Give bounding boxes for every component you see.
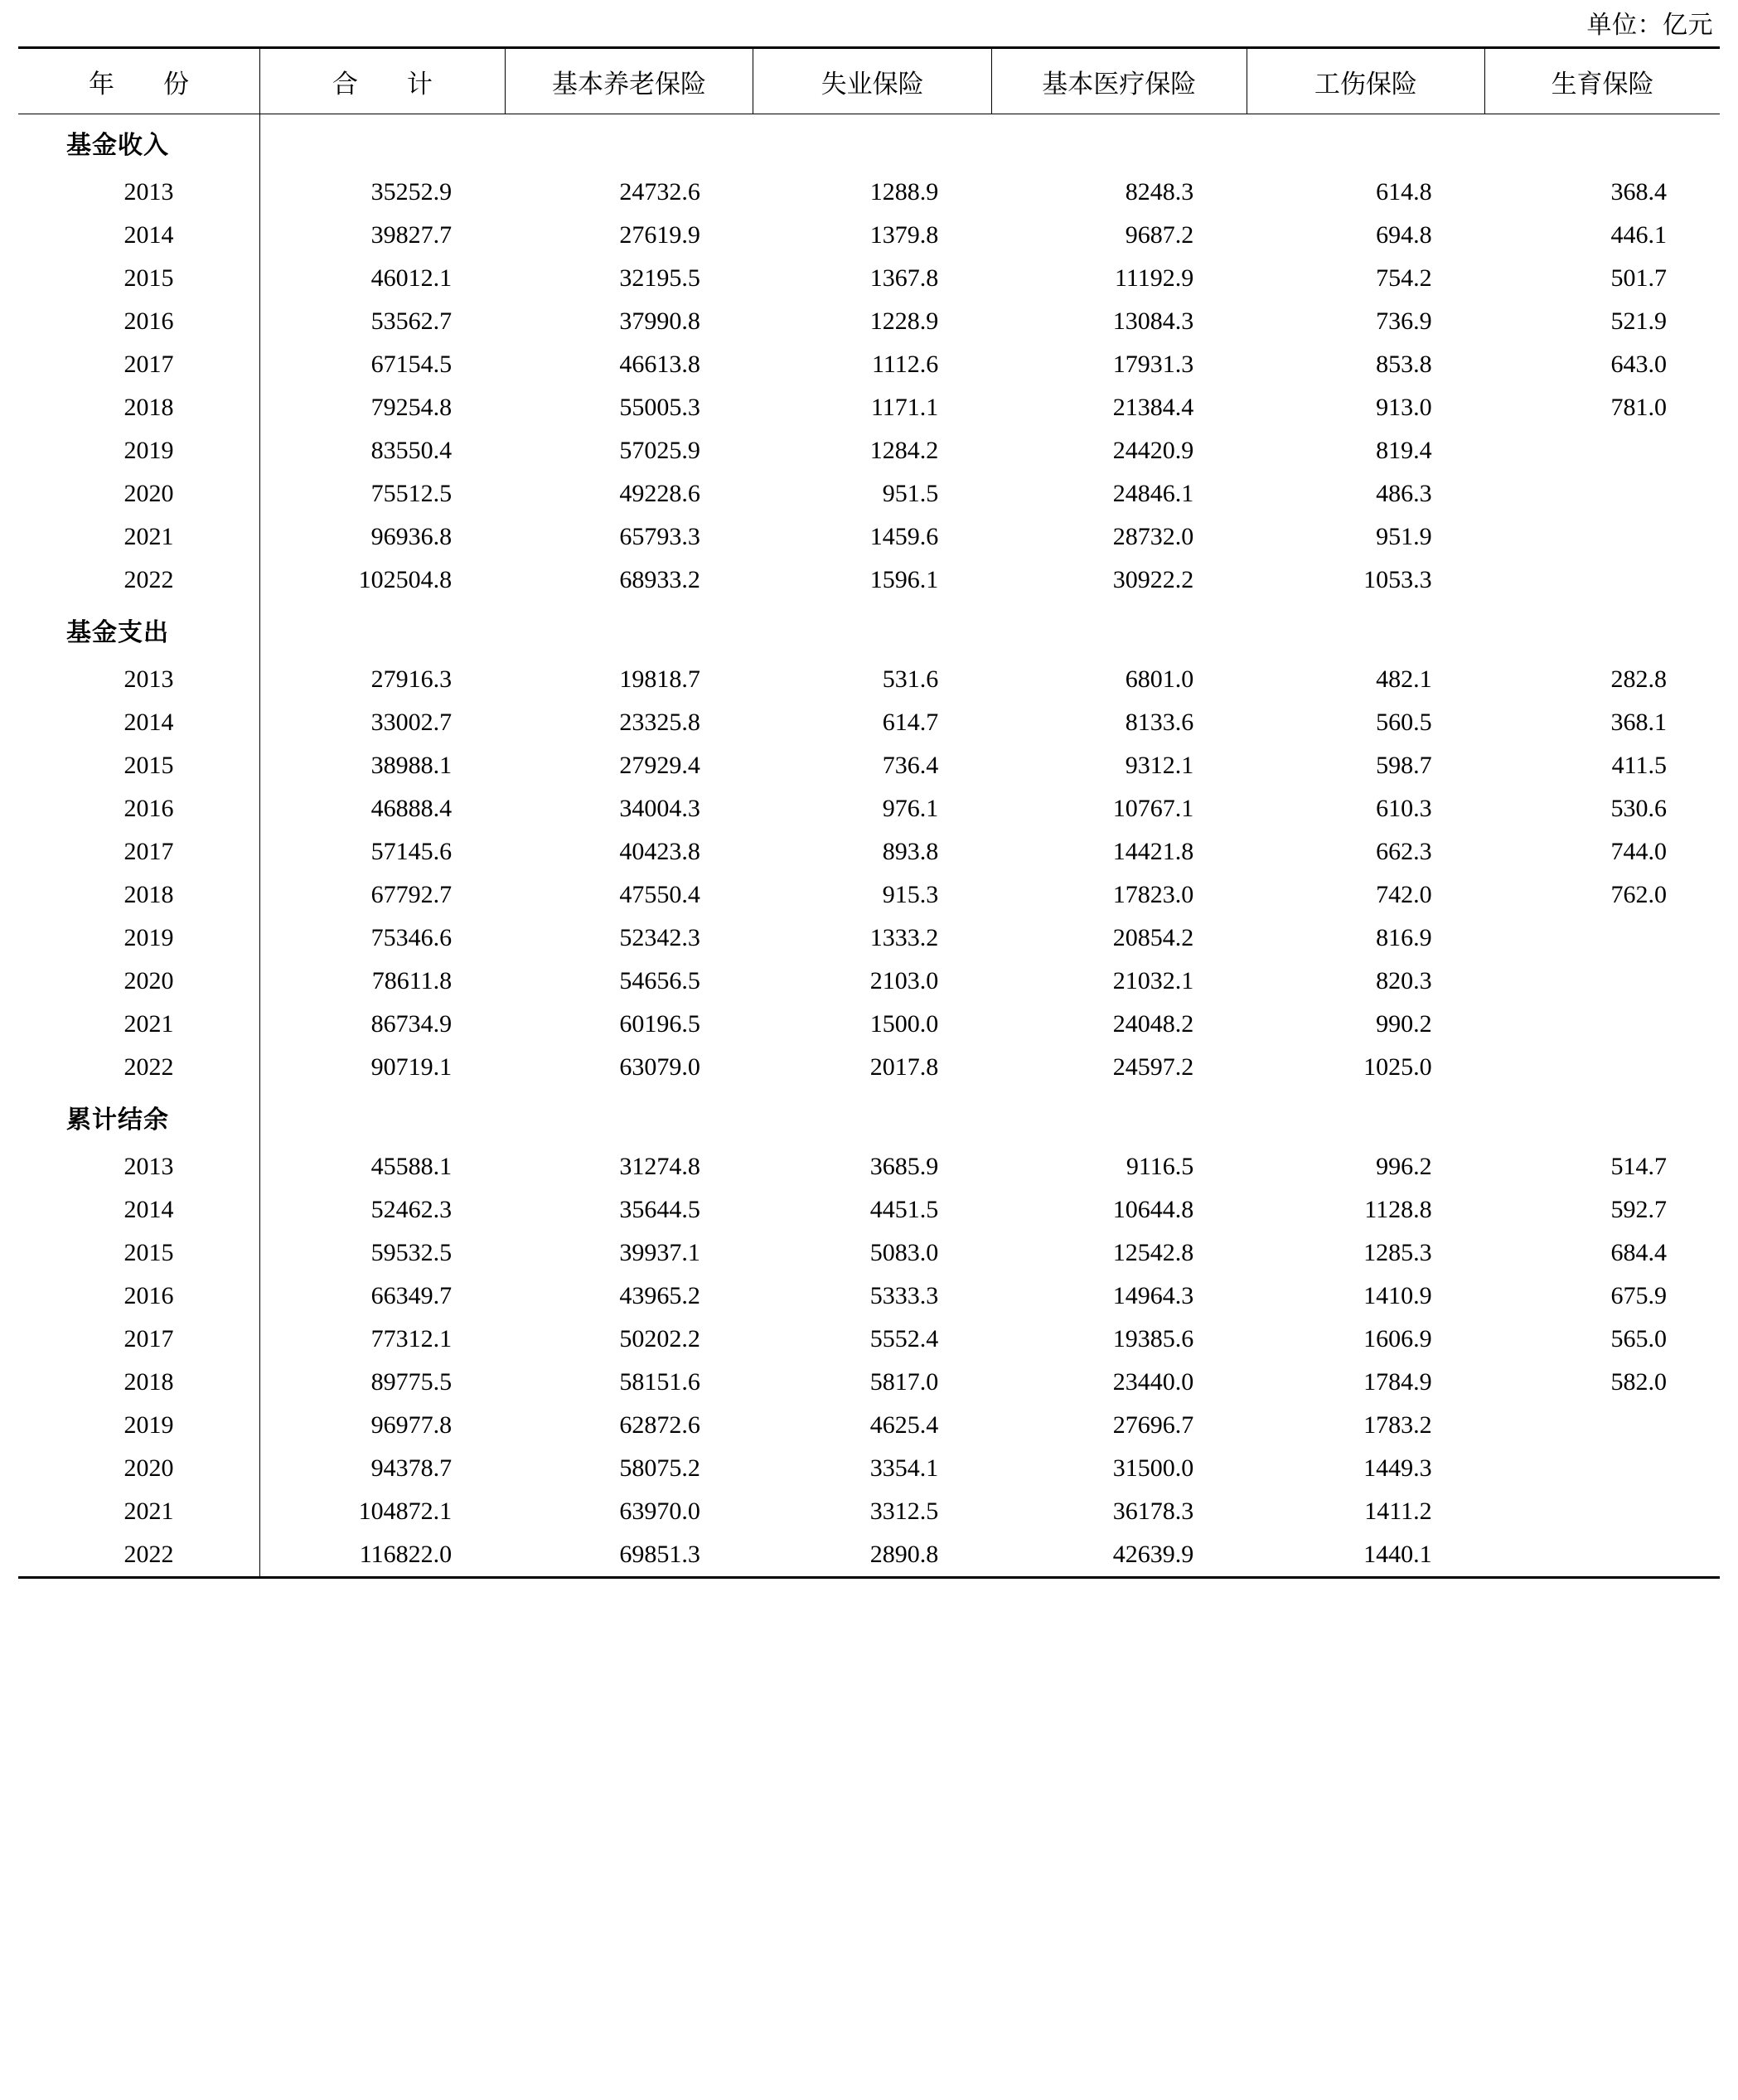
cell-value: 19818.7 [619,665,700,693]
section-empty-cell [991,114,1247,172]
cell-value: 63970.0 [619,1498,700,1525]
cell-year: 2020 [18,960,260,1003]
cell-value [1485,515,1720,559]
cell-value: 53562.7 [370,307,453,335]
section-empty-cell [505,114,753,172]
cell-value: 33002.7 [370,709,453,736]
cell-value: 1411.2 [1364,1498,1432,1525]
unit-note: 单位：亿元 [1586,12,1713,39]
cell-year: 2022 [18,1046,260,1089]
section-empty-cell [260,1089,506,1145]
cell-value: 5333.3 [869,1282,939,1309]
cell-value: 24597.2 [1112,1053,1194,1081]
cell-value: 54656.5 [619,967,700,994]
cell-value: 1333.2 [869,924,939,951]
cell-value [1485,917,1720,960]
section-label: 基金支出 [18,602,260,658]
cell-value: 67154.5 [370,351,453,378]
cell-year: 2021 [18,1003,260,1046]
cell-year: 2019 [18,1404,260,1447]
header-row [18,48,1720,114]
cell-value: 28732.0 [1112,523,1194,550]
cell-year: 2017 [18,1318,260,1361]
cell-value: 1440.1 [1363,1541,1432,1568]
cell-value: 684.4 [1610,1239,1667,1266]
section-header-row [18,602,1720,658]
cell-value: 40423.8 [619,838,700,865]
cell-value: 2103.0 [869,967,939,994]
cell-value: 13084.3 [1112,307,1194,335]
table-row [18,429,1720,472]
cell-value: 521.9 [1610,307,1667,335]
cell-value [1485,1404,1720,1447]
cell-value: 6801.0 [1125,665,1194,693]
cell-value: 819.4 [1376,437,1432,464]
cell-value: 24846.1 [1112,480,1194,507]
cell-value: 45588.1 [370,1153,453,1180]
cell-value: 14421.8 [1112,838,1194,865]
cell-value: 514.7 [1610,1153,1667,1180]
cell-value: 368.4 [1610,178,1667,206]
table-row [18,658,1720,701]
cell-value: 976.1 [882,795,939,822]
cell-value: 19385.6 [1112,1325,1194,1352]
cell-year: 2013 [18,658,260,701]
cell-value: 96977.8 [370,1411,453,1439]
cell-value: 59532.5 [370,1239,453,1266]
cell-value: 565.0 [1610,1325,1667,1352]
cell-value: 27929.4 [619,752,700,779]
cell-value: 5817.0 [869,1368,939,1396]
cell-value: 8248.3 [1125,178,1194,206]
cell-value: 1288.9 [869,178,939,206]
cell-value: 68933.2 [619,566,700,593]
table-row [18,1490,1720,1533]
section-empty-cell [1485,602,1720,658]
table-row [18,1046,1720,1089]
table-row [18,472,1720,515]
cell-value: 614.8 [1376,178,1432,206]
cell-value [1485,1447,1720,1490]
cell-value: 1285.3 [1363,1239,1432,1266]
cell-value: 1459.6 [869,523,939,550]
cell-value: 78611.8 [371,967,453,994]
cell-value: 1500.0 [869,1010,939,1038]
cell-value: 816.9 [1376,924,1432,951]
table-row [18,1145,1720,1188]
cell-value: 530.6 [1610,795,1667,822]
cell-year: 2021 [18,515,260,559]
cell-value: 560.5 [1376,709,1432,736]
section-empty-cell [505,1089,753,1145]
cell-value: 69851.3 [619,1541,700,1568]
cell-year: 2018 [18,1361,260,1404]
section-empty-cell [1247,602,1484,658]
section-empty-cell [260,114,506,172]
cell-year: 2015 [18,744,260,787]
table-row [18,1318,1720,1361]
cell-value: 446.1 [1610,221,1667,249]
cell-value: 990.2 [1376,1010,1432,1038]
cell-value: 754.2 [1376,264,1432,292]
cell-year: 2015 [18,1231,260,1275]
cell-value: 35644.5 [619,1196,700,1223]
cell-value: 58151.6 [619,1368,700,1396]
table-row [18,1361,1720,1404]
cell-value: 63079.0 [619,1053,700,1081]
section-empty-cell [753,602,991,658]
cell-value: 643.0 [1610,351,1667,378]
cell-value: 742.0 [1376,881,1432,908]
table-row [18,257,1720,300]
table-row [18,1447,1720,1490]
cell-value: 1284.2 [869,437,939,464]
cell-value: 11192.9 [1114,264,1194,292]
cell-value: 736.9 [1376,307,1432,335]
cell-value: 77312.1 [370,1325,453,1352]
cell-value: 52462.3 [370,1196,453,1223]
cell-value [1485,1046,1720,1089]
cell-value: 1784.9 [1363,1368,1432,1396]
cell-value: 34004.3 [619,795,700,822]
cell-value: 614.7 [882,709,939,736]
table-head [18,48,1720,114]
table-row [18,960,1720,1003]
cell-value: 31500.0 [1112,1454,1194,1482]
cell-value: 482.1 [1376,665,1432,693]
table-row [18,701,1720,744]
table-row [18,300,1720,343]
cell-value: 20854.2 [1112,924,1194,951]
cell-value: 582.0 [1610,1368,1667,1396]
cell-value: 90719.1 [370,1053,453,1081]
cell-value: 951.9 [1376,523,1432,550]
cell-value: 744.0 [1610,838,1667,865]
section-empty-cell [260,602,506,658]
cell-value: 1410.9 [1363,1282,1432,1309]
table-row [18,515,1720,559]
cell-value: 89775.5 [370,1368,453,1396]
table-row [18,171,1720,214]
cell-value: 853.8 [1376,351,1432,378]
cell-year: 2022 [18,559,260,602]
cell-year: 2013 [18,171,260,214]
cell-value: 47550.4 [619,881,700,908]
cell-value: 9312.1 [1125,752,1194,779]
cell-value: 1449.3 [1363,1454,1432,1482]
cell-year: 2021 [18,1490,260,1533]
cell-value: 17823.0 [1112,881,1194,908]
cell-value: 23440.0 [1112,1368,1194,1396]
table-row [18,873,1720,917]
cell-year: 2019 [18,917,260,960]
cell-value: 1379.8 [869,221,939,249]
cell-year: 2017 [18,343,260,386]
cell-value: 12542.8 [1112,1239,1194,1266]
cell-value: 2890.8 [869,1541,939,1568]
table-row [18,214,1720,257]
cell-year: 2014 [18,1188,260,1231]
cell-value: 24732.6 [619,178,700,206]
cell-value: 694.8 [1376,221,1432,249]
table-row [18,744,1720,787]
cell-value: 23325.8 [619,709,700,736]
cell-value: 46012.1 [370,264,453,292]
section-empty-cell [1485,1089,1720,1145]
table-row [18,386,1720,429]
cell-value: 55005.3 [619,394,700,421]
section-label: 基金收入 [18,114,260,172]
column-header-maternity: 生育保险 [1485,48,1720,114]
cell-year: 2020 [18,472,260,515]
cell-value: 781.0 [1610,394,1667,421]
cell-value: 21384.4 [1112,394,1194,421]
cell-year: 2015 [18,257,260,300]
cell-value: 60196.5 [619,1010,700,1038]
cell-value [1485,559,1720,602]
table-row [18,1404,1720,1447]
cell-value: 10644.8 [1112,1196,1194,1223]
cell-value: 94378.7 [370,1454,453,1482]
cell-value: 52342.3 [619,924,700,951]
cell-value: 104872.1 [358,1498,453,1525]
cell-value: 62872.6 [619,1411,700,1439]
section-header-row [18,114,1720,172]
table-bottom-rule [18,1576,1720,1579]
cell-value [1485,1003,1720,1046]
section-empty-cell [505,602,753,658]
cell-value: 57145.6 [370,838,453,865]
cell-value: 1783.2 [1363,1411,1432,1439]
cell-value: 27696.7 [1112,1411,1194,1439]
table-container [18,46,1720,1579]
table-row [18,559,1720,602]
cell-value: 4625.4 [869,1411,939,1439]
cell-value: 3312.5 [869,1498,939,1525]
column-header-total: 合 计 [260,48,506,114]
cell-value: 915.3 [882,881,939,908]
cell-value: 736.4 [882,752,939,779]
cell-value: 1367.8 [869,264,939,292]
cell-value: 58075.2 [619,1454,700,1482]
cell-year: 2014 [18,701,260,744]
cell-value [1485,1533,1720,1576]
cell-value: 86734.9 [370,1010,453,1038]
table-row [18,343,1720,386]
cell-year: 2018 [18,386,260,429]
cell-value: 116822.0 [359,1541,453,1568]
cell-value: 14964.3 [1112,1282,1194,1309]
cell-value: 8133.6 [1125,709,1194,736]
cell-value: 501.7 [1610,264,1667,292]
cell-value: 598.7 [1376,752,1432,779]
table-row [18,787,1720,830]
table-row [18,1231,1720,1275]
cell-value: 996.2 [1376,1153,1432,1180]
cell-value: 1596.1 [869,566,939,593]
cell-value: 4451.5 [869,1196,939,1223]
cell-value: 75512.5 [370,480,453,507]
column-header-unemployment: 失业保险 [753,48,991,114]
table-row [18,917,1720,960]
cell-year: 2017 [18,830,260,873]
column-header-work-injury: 工伤保险 [1247,48,1484,114]
cell-value: 43965.2 [619,1282,700,1309]
cell-value: 5552.4 [869,1325,939,1352]
cell-year: 2019 [18,429,260,472]
cell-value: 486.3 [1376,480,1432,507]
cell-value: 24420.9 [1112,437,1194,464]
section-label: 累计结余 [18,1089,260,1145]
cell-value: 2017.8 [869,1053,939,1081]
section-header-row [18,1089,1720,1145]
social-insurance-fund-table [18,46,1720,1576]
cell-value: 96936.8 [370,523,453,550]
cell-value: 32195.5 [619,264,700,292]
cell-value: 66349.7 [370,1282,453,1309]
cell-value: 1053.3 [1363,566,1432,593]
cell-value: 5083.0 [869,1239,939,1266]
cell-value: 39827.7 [370,221,453,249]
cell-value: 50202.2 [619,1325,700,1352]
cell-value: 1228.9 [869,307,939,335]
cell-value: 951.5 [882,480,939,507]
table-row [18,830,1720,873]
table-body [18,114,1720,1577]
section-empty-cell [753,114,991,172]
cell-year: 2016 [18,300,260,343]
cell-value: 27619.9 [619,221,700,249]
cell-value: 67792.7 [370,881,453,908]
cell-value: 3685.9 [869,1153,939,1180]
cell-value: 592.7 [1610,1196,1667,1223]
cell-value: 9687.2 [1125,221,1194,249]
cell-value: 531.6 [882,665,939,693]
cell-year: 2016 [18,787,260,830]
cell-value: 675.9 [1610,1282,1667,1309]
cell-value [1485,1490,1720,1533]
cell-value: 46888.4 [370,795,453,822]
cell-year: 2013 [18,1145,260,1188]
cell-value: 102504.8 [358,566,453,593]
cell-year: 2022 [18,1533,260,1576]
cell-value: 36178.3 [1112,1498,1194,1525]
cell-value: 21032.1 [1112,967,1194,994]
cell-value [1485,472,1720,515]
cell-year: 2018 [18,873,260,917]
cell-value: 1128.8 [1364,1196,1432,1223]
cell-year: 2016 [18,1275,260,1318]
cell-value: 65793.3 [619,523,700,550]
cell-value: 83550.4 [370,437,453,464]
section-empty-cell [753,1089,991,1145]
column-header-basic-pension: 基本养老保险 [505,48,753,114]
column-header-year: 年 份 [18,48,260,114]
cell-value: 46613.8 [619,351,700,378]
cell-value: 79254.8 [370,394,453,421]
cell-value [1485,429,1720,472]
cell-value: 49228.6 [619,480,700,507]
cell-value: 37990.8 [619,307,700,335]
cell-value: 368.1 [1610,709,1667,736]
cell-value: 1025.0 [1363,1053,1432,1081]
cell-value: 893.8 [882,838,939,865]
cell-value: 913.0 [1376,394,1432,421]
cell-value: 1606.9 [1363,1325,1432,1352]
cell-value: 35252.9 [370,178,453,206]
cell-value: 24048.2 [1112,1010,1194,1038]
cell-value: 610.3 [1376,795,1432,822]
table-row [18,1275,1720,1318]
cell-value: 75346.6 [370,924,453,951]
table-row [18,1188,1720,1231]
cell-value: 1171.1 [870,394,939,421]
cell-value: 38988.1 [370,752,453,779]
cell-value: 39937.1 [619,1239,700,1266]
cell-value: 17931.3 [1112,351,1194,378]
section-empty-cell [1247,1089,1484,1145]
cell-value: 820.3 [1376,967,1432,994]
section-empty-cell [1485,114,1720,172]
cell-value: 662.3 [1376,838,1432,865]
cell-value: 762.0 [1610,881,1667,908]
cell-year: 2014 [18,214,260,257]
column-header-basic-medical: 基本医疗保险 [991,48,1247,114]
table-row [18,1003,1720,1046]
cell-value: 30922.2 [1112,566,1194,593]
cell-year: 2020 [18,1447,260,1490]
cell-value: 411.5 [1611,752,1667,779]
section-empty-cell [991,602,1247,658]
cell-value: 42639.9 [1112,1541,1194,1568]
cell-value: 31274.8 [619,1153,700,1180]
table-row [18,1533,1720,1576]
cell-value: 27916.3 [370,665,453,693]
cell-value: 9116.5 [1126,1153,1194,1180]
section-empty-cell [1247,114,1484,172]
cell-value [1485,960,1720,1003]
section-empty-cell [991,1089,1247,1145]
cell-value: 10767.1 [1112,795,1194,822]
cell-value: 3354.1 [869,1454,939,1482]
cell-value: 282.8 [1610,665,1667,693]
cell-value: 1112.6 [872,351,939,378]
cell-value: 57025.9 [619,437,700,464]
